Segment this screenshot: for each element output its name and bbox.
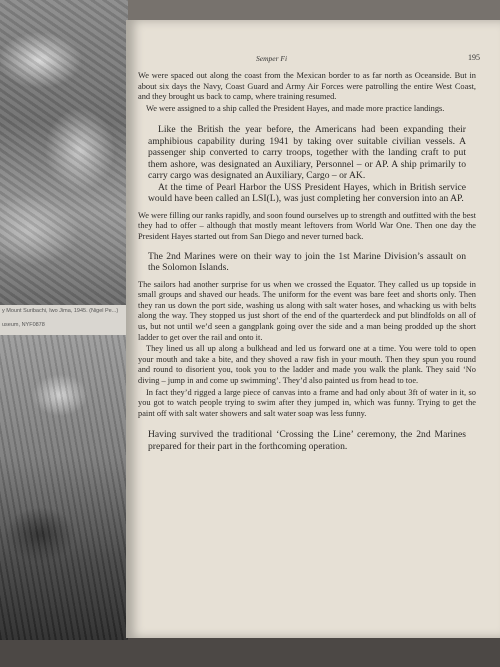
paragraph: The sailors had another surprise for us when we crossed the Equator. They called us up topside in small groups and shaved our heads. The uniform for the event was bare feet and shorts only. Then they ran us down the port side, washing us along with salt water hoses, and whacking us with belts along the way. They stopped us just short of the end of the quarterdeck and put blindfolds on all of us, but not until we’d seen a gangplank going over the side and a man being prodded up the short ladder to get over the rail and onto it. bbox=[138, 279, 476, 342]
narration-paragraph: The 2nd Marines were on their way to join the 1st Marine Division’s assault on the Solomon Islands. bbox=[148, 250, 466, 274]
paragraph: We were spaced out along the coast from the Mexican border to as far north as Oceanside. But in about six days the Navy, Coast Guard and Army Air Forces were patrolling the entire West Coast, and they brought us back to camp, where training resumed. bbox=[138, 71, 476, 102]
paragraph: In fact they’d rigged a large piece of canvas into a frame and had only about 3ft of water in it, so you got to watch people trying to swim after they jumped in, which was funny. Trying to get the paint off with salt water showers and salt water soap was less funny. bbox=[138, 387, 476, 418]
narration-paragraph: Having survived the traditional ‘Crossing the Line’ ceremony, the 2nd Marines prepared for their part in the forthcoming operation. bbox=[148, 429, 466, 452]
paragraph: We were assigned to a ship called the President Hayes, and made more practice landings. bbox=[146, 103, 445, 113]
narration-block bbox=[148, 251, 466, 274]
left-photo-page bbox=[0, 0, 128, 640]
photo-caption-top: y Mount Suribachi, Iwo Jima, 1945. (Nigel Pe...) bbox=[2, 308, 119, 314]
paragraph: They lined us all up along a bulkhead and led us forward one at a time. You were told to open your mouth and take a bite, and they shoved a raw fish in your mouth. Then they spun you round and round to disorient you, took you to the ladder and made you walk the plank. They said ‘No diving – jump in and come up swimming’. They’d also painted us from head to toe. bbox=[138, 344, 476, 385]
photo-mount-suribachi bbox=[0, 0, 128, 305]
narration-block bbox=[148, 429, 466, 452]
photo-caption-bottom: useum, NYF0878 bbox=[2, 322, 45, 328]
photo-troops-on-deck bbox=[0, 335, 128, 640]
page-body bbox=[138, 71, 476, 458]
narration-block bbox=[148, 124, 466, 205]
paragraph: We were filling our ranks rapidly, and soon found ourselves up to strength and outfitted with the best they had to offer – although that mostly meant leftovers from World War One. Then one day the President Hayes started out from San Diego and never turned back. bbox=[138, 210, 476, 242]
running-header: Semper Fi bbox=[256, 54, 288, 63]
page-number: 195 bbox=[468, 53, 480, 62]
narration-paragraph: At the time of Pearl Harbor the USS President Hayes, which in British service would have been called an LSI(L), was just completing her conversion into an AP. bbox=[148, 181, 466, 205]
narration-paragraph: Like the British the year before, the Americans had been expanding their amphibious capability during 1941 by taking over suitable civilian vessels. A passenger ship converted to carry troops, together with the landing craft to put them ashore, was designated an Auxiliary, Personnel – or AP. A ship primarily to carry cargo was designated an Auxiliary, Cargo – or AK. bbox=[148, 124, 466, 182]
right-text-page bbox=[126, 20, 500, 638]
